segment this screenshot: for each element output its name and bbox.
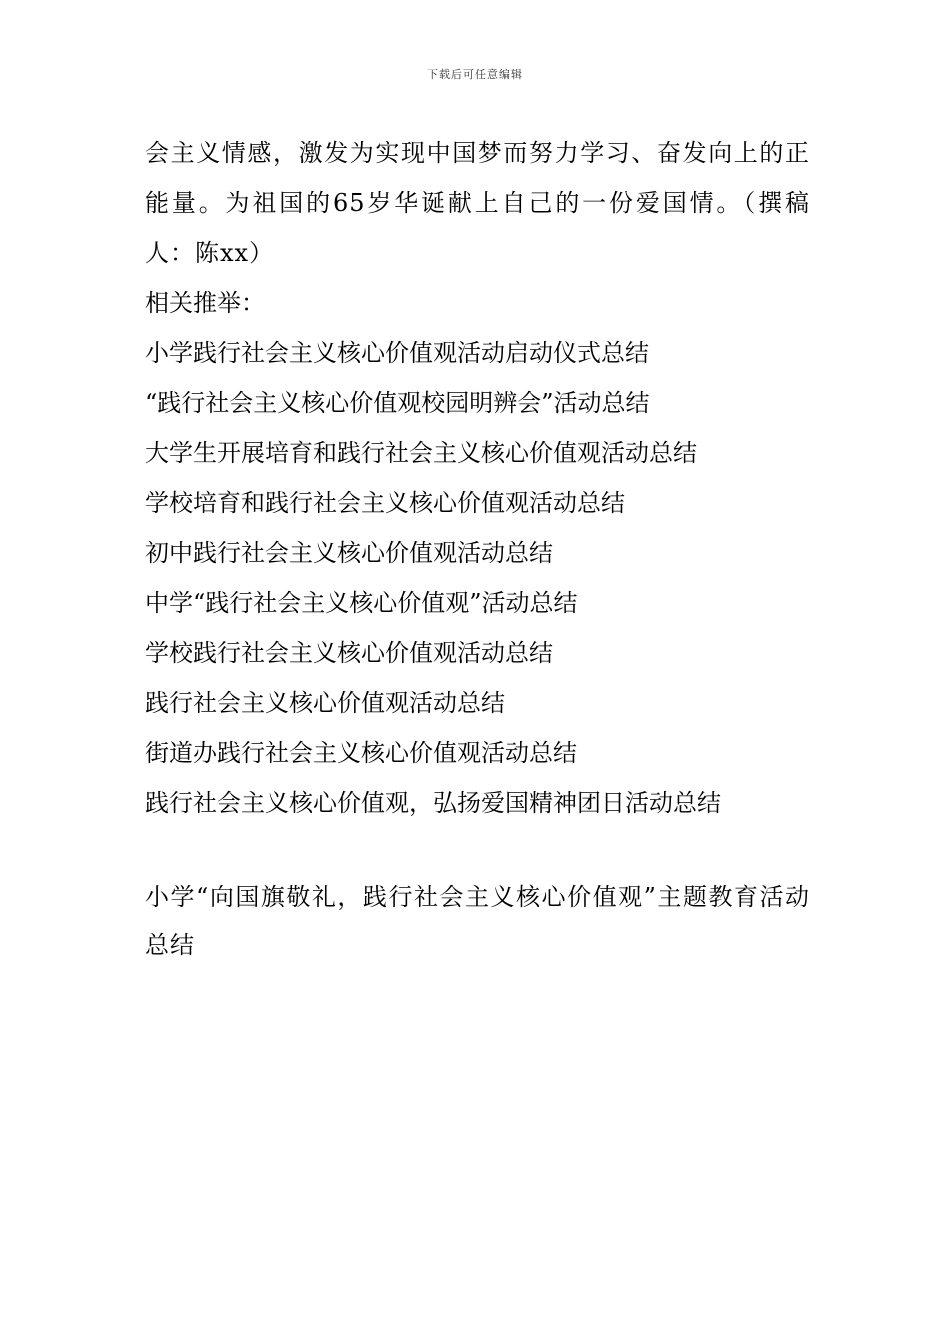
body-paragraph: 会主义情感，激发为实现中国梦而努力学习、奋发向上的正能量。为祖国的65岁华诞献上自己的一份爱国情。（撰稿人：陈xx）	[145, 139, 810, 267]
related-item[interactable]: 践行社会主义核心价值观，弘扬爱国精神团日活动总结	[145, 789, 721, 817]
related-item[interactable]: 学校践行社会主义核心价值观活动总结	[145, 639, 553, 667]
related-item-last[interactable]: 小学“向国旗敬礼，践行社会主义核心价值观”主题教育活动总结	[145, 883, 810, 959]
related-item[interactable]: 大学生开展培育和践行社会主义核心价值观活动总结	[145, 439, 697, 467]
related-item[interactable]: 初中践行社会主义核心价值观活动总结	[145, 539, 553, 567]
page-header-note: 下载后可任意编辑	[427, 68, 523, 81]
related-item[interactable]: 中学“践行社会主义核心价值观”活动总结	[145, 589, 578, 617]
related-list	[145, 328, 810, 828]
related-item[interactable]: “践行社会主义核心价值观校园明辨会”活动总结	[145, 389, 650, 417]
related-item[interactable]: 街道办践行社会主义核心价值观活动总结	[145, 739, 577, 767]
related-item[interactable]: 小学践行社会主义核心价值观活动启动仪式总结	[145, 339, 649, 367]
related-heading: 相关推举：	[145, 289, 265, 317]
related-item[interactable]: 学校培育和践行社会主义核心价值观活动总结	[145, 489, 625, 517]
document-body	[145, 128, 810, 993]
related-item[interactable]: 践行社会主义核心价值观活动总结	[145, 689, 505, 717]
